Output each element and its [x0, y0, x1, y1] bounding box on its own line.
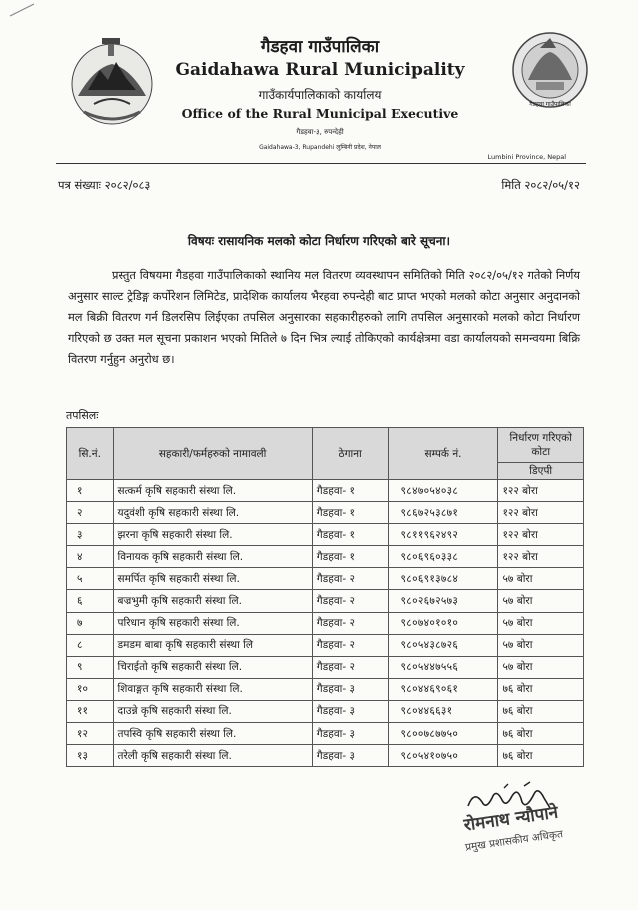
- cell-address: गैडहवा- ३: [312, 745, 388, 767]
- cell-quota: ५७ बोरा: [498, 612, 584, 634]
- cell-name: झरना कृषि सहकारी संस्था लि.: [113, 524, 312, 546]
- cell-address: गैडहवा- २: [312, 656, 388, 678]
- cell-contact: ९८०५४१०७५०: [388, 745, 498, 767]
- province-label: Lumbini Province, Nepal: [487, 153, 566, 161]
- municipality-name-nepali: गैडहवा गाउँपालिका: [260, 37, 380, 57]
- cell-quota: ५७ बोरा: [498, 634, 584, 656]
- cell-address: गैडहवा- ३: [312, 678, 388, 700]
- cell-address: गैडहवा- १: [312, 524, 388, 546]
- cell-sn: ५: [67, 568, 114, 590]
- cell-quota: १२२ बोरा: [498, 546, 584, 568]
- office-name-nepali: गाउँकार्यपालिकाको कार्यालय: [258, 88, 382, 102]
- official-stamp: [422, 788, 604, 872]
- cell-name: शिवाङ्गत कृषि सहकारी संस्था लि.: [113, 678, 312, 700]
- cell-name: चिराईतो कृषि सहकारी संस्था लि.: [113, 656, 312, 678]
- cell-address: गैडहवा- १: [312, 480, 388, 502]
- cell-name: दाउन्ने कृषि सहकारी संस्था लि.: [113, 700, 312, 722]
- municipality-seal-icon: [510, 30, 590, 110]
- cell-sn: १०: [67, 678, 114, 700]
- municipality-name-english: Gaidahawa Rural Municipality: [175, 60, 465, 80]
- table-row: [67, 546, 584, 568]
- letter-number: पत्र संख्याः २०८२/०८३: [58, 178, 151, 192]
- cell-address: गैडहवा- १: [312, 502, 388, 524]
- table-row: [67, 568, 584, 590]
- cell-address: गैडहवा- १: [312, 546, 388, 568]
- table-row: [67, 745, 584, 767]
- cell-quota: ५७ बोरा: [498, 656, 584, 678]
- cell-name: यदुवंशी कृषि सहकारी संस्था लि.: [113, 502, 312, 524]
- cell-contact: ९८०६९६०३३८: [388, 546, 498, 568]
- cell-address: गैडहवा- २: [312, 590, 388, 612]
- cell-name: सत्कर्म कृषि सहकारी संस्था लि.: [113, 480, 312, 502]
- header-sn: सि.नं.: [67, 428, 114, 480]
- cell-contact: ९८०२६७२५७३: [388, 590, 498, 612]
- cell-contact: ९८४७०५४०३८: [388, 480, 498, 502]
- cell-quota: ५७ बोरा: [498, 568, 584, 590]
- cell-contact: ९८०४४६९०६१: [388, 678, 498, 700]
- cell-quota: ७६ बोरा: [498, 723, 584, 745]
- table-row: [67, 700, 584, 722]
- cell-quota: ७६ बोरा: [498, 745, 584, 767]
- header-divider: [56, 163, 586, 164]
- table-row: [67, 612, 584, 634]
- office-ward: गैडहवा-३, रुपन्देही: [296, 128, 344, 136]
- seal-caption: गैडहवा गाउँपालिका: [529, 101, 571, 108]
- cell-quota: १२२ बोरा: [498, 480, 584, 502]
- cell-contact: ९८६७२५३८७१: [388, 502, 498, 524]
- cell-contact: ९८०५४४७५५६: [388, 656, 498, 678]
- cell-sn: १: [67, 480, 114, 502]
- cell-sn: ९: [67, 656, 114, 678]
- cell-sn: ६: [67, 590, 114, 612]
- table-row: [67, 678, 584, 700]
- cell-contact: ९८०६९१३७८४: [388, 568, 498, 590]
- cell-name: बज्रभुमी कृषि सहकारी संस्था लि.: [113, 590, 312, 612]
- details-label: तपसिलः: [66, 409, 99, 422]
- table-row: [67, 723, 584, 745]
- cell-sn: १२: [67, 723, 114, 745]
- cell-quota: ७६ बोरा: [498, 678, 584, 700]
- cell-contact: ९८११९६२४९२: [388, 524, 498, 546]
- cell-contact: ९८०७४०१०१०: [388, 612, 498, 634]
- cell-quota: १२२ बोरा: [498, 524, 584, 546]
- cell-sn: २: [67, 502, 114, 524]
- cell-sn: ३: [67, 524, 114, 546]
- cell-contact: ९८०५४३८७२६: [388, 634, 498, 656]
- cell-name: तपस्वि कृषि सहकारी संस्था लि.: [113, 723, 312, 745]
- cell-sn: ११: [67, 700, 114, 722]
- cell-address: गैडहवा- २: [312, 568, 388, 590]
- nepal-emblem-icon: [64, 34, 160, 130]
- table-body: [67, 480, 584, 767]
- header-address: ठेगाना: [312, 428, 388, 480]
- table-row: [67, 524, 584, 546]
- header-dap: डिएपी: [498, 463, 584, 480]
- cell-name: विनायक कृषि सहकारी संस्था लि.: [113, 546, 312, 568]
- cell-name: परिधान कृषि सहकारी संस्था लि.: [113, 612, 312, 634]
- cell-contact: ९८०४४६६३१: [388, 700, 498, 722]
- table-row: [67, 634, 584, 656]
- header-name: सहकारी/फर्महरुको नामावली: [113, 428, 312, 480]
- table-row: [67, 502, 584, 524]
- cell-address: गैडहवा- २: [312, 612, 388, 634]
- office-name-english: Office of the Rural Municipal Executive: [181, 106, 459, 121]
- letter-date: मिति २०८२/०५/१२: [501, 178, 580, 192]
- cell-sn: ७: [67, 612, 114, 634]
- quota-table: [66, 427, 584, 767]
- cell-quota: ७६ बोरा: [498, 700, 584, 722]
- signatory-title: प्रमुख प्रशासकीय अधिकृत: [464, 828, 564, 854]
- pencil-scribble: [8, 0, 38, 20]
- signatory-name: रोमनाथ न्यौपाने: [462, 802, 560, 836]
- cell-name: समर्पित कृषि सहकारी संस्था लि.: [113, 568, 312, 590]
- header-contact: सम्पर्क नं.: [388, 428, 498, 480]
- cell-quota: ५७ बोरा: [498, 590, 584, 612]
- table-row: [67, 656, 584, 678]
- office-address: Gaidahawa-3, Rupandehi लुम्बिनी प्रदेश, नेपाल: [259, 144, 381, 151]
- cell-address: गैडहवा- २: [312, 634, 388, 656]
- table-row: [67, 480, 584, 502]
- cell-sn: ४: [67, 546, 114, 568]
- cell-name: तरेली कृषि सहकारी संस्था लि.: [113, 745, 312, 767]
- cell-contact: ९८००७८७७५०: [388, 723, 498, 745]
- notice-body: प्रस्तुत विषयमा गैडहवा गाउँपालिकाको स्थानिय मल वितरण व्यवस्थापन समितिको मिति २०८२/०५/१२ गतेको निर्णय अनुसार साल्ट ट्रेडिङ्ग कर्पोरेशन लिमिटेड, प्रादेशिक कार्यालय भैरहवा रुपन्देही बाट प्राप्त भएको मलको कोटा अनुसार अनुदानको मल बिक्री वितरण गर्न डिलरसिप लिईएका तपसिल अनुसारका सहकारीहरुको लागि तपसिल अनुसारको मलको कोटा निर्धारण गरिएको छ उक्त मल सूचना प्रकाशन भएको मितिले ७ दिन भित्र ल्याई तोकिएको कार्यक्षेत्रमा वडा कार्यालयको समन्वयमा बिक्रि वितरण गर्नुहुन अनुरोध छ।: [68, 268, 580, 366]
- cell-name: डमडम बाबा कृषि सहकारी संस्था लि: [113, 634, 312, 656]
- table-row: [67, 590, 584, 612]
- cell-address: गैडहवा- ३: [312, 723, 388, 745]
- subject-line: विषयः रासायनिक मलको कोटा निर्धारण गरिएको बारे सूचना।: [187, 234, 451, 248]
- cell-quota: १२२ बोरा: [498, 502, 584, 524]
- cell-address: गैडहवा- ३: [312, 700, 388, 722]
- cell-sn: १३: [67, 745, 114, 767]
- header-quota: निर्धारण गरिएको कोटा: [498, 428, 584, 463]
- cell-sn: ८: [67, 634, 114, 656]
